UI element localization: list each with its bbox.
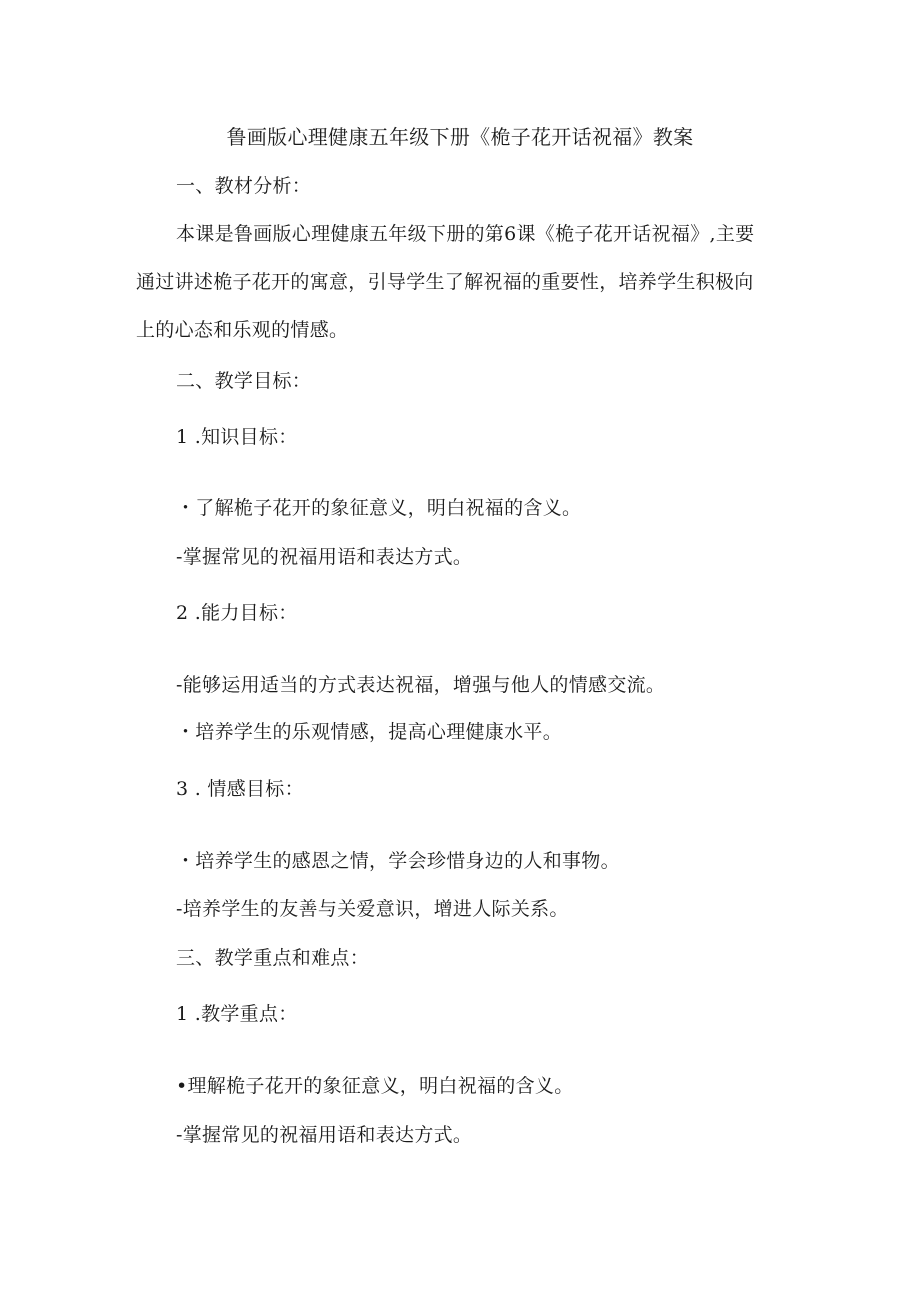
list-item: ・了解桅子花开的象征意义，明白祝福的含义。: [176, 497, 582, 519]
document-title: 鲁画版心理健康五年级下册《桅子花开话祝福》教案: [226, 125, 694, 149]
section-heading-goals: 二、教学目标：: [176, 370, 312, 392]
list-item: -能够运用适当的方式表达祝福，增强与他人的情感交流。: [176, 674, 666, 696]
subheading-knowledge-goal: 1 .知识目标：: [176, 426, 298, 448]
paragraph-line: 通过讲述桅子花开的寓意，引导学生了解祝福的重要性，培养学生积极向: [136, 271, 754, 293]
paragraph-line: 上的心态和乐观的情感。: [136, 319, 349, 341]
list-item: ・培养学生的乐观情感，提高心理健康水平。: [176, 721, 563, 743]
list-item: -掌握常见的祝福用语和表达方式。: [176, 1124, 473, 1146]
list-item: •理解桅子花开的象征意义，明白祝福的含义。: [176, 1075, 574, 1097]
subheading-ability-goal: 2 .能力目标：: [176, 602, 298, 624]
section-heading-analysis: 一、教材分析：: [176, 175, 312, 197]
section-heading-keypoints: 三、教学重点和难点：: [176, 947, 370, 969]
subheading-key-points: 1 .教学重点：: [176, 1003, 298, 1025]
subheading-emotion-goal: 3 . 情感目标：: [176, 778, 304, 800]
list-item: -培养学生的友善与关爱意识，增进人际关系。: [176, 898, 569, 920]
list-item: ・培养学生的感恩之情，学会珍惜身边的人和事物。: [176, 850, 620, 872]
paragraph-line: 本课是鲁画版心理健康五年级下册的第6课《桅子花开话祝福》,主要: [176, 223, 755, 245]
list-item: -掌握常见的祝福用语和表达方式。: [176, 546, 473, 568]
